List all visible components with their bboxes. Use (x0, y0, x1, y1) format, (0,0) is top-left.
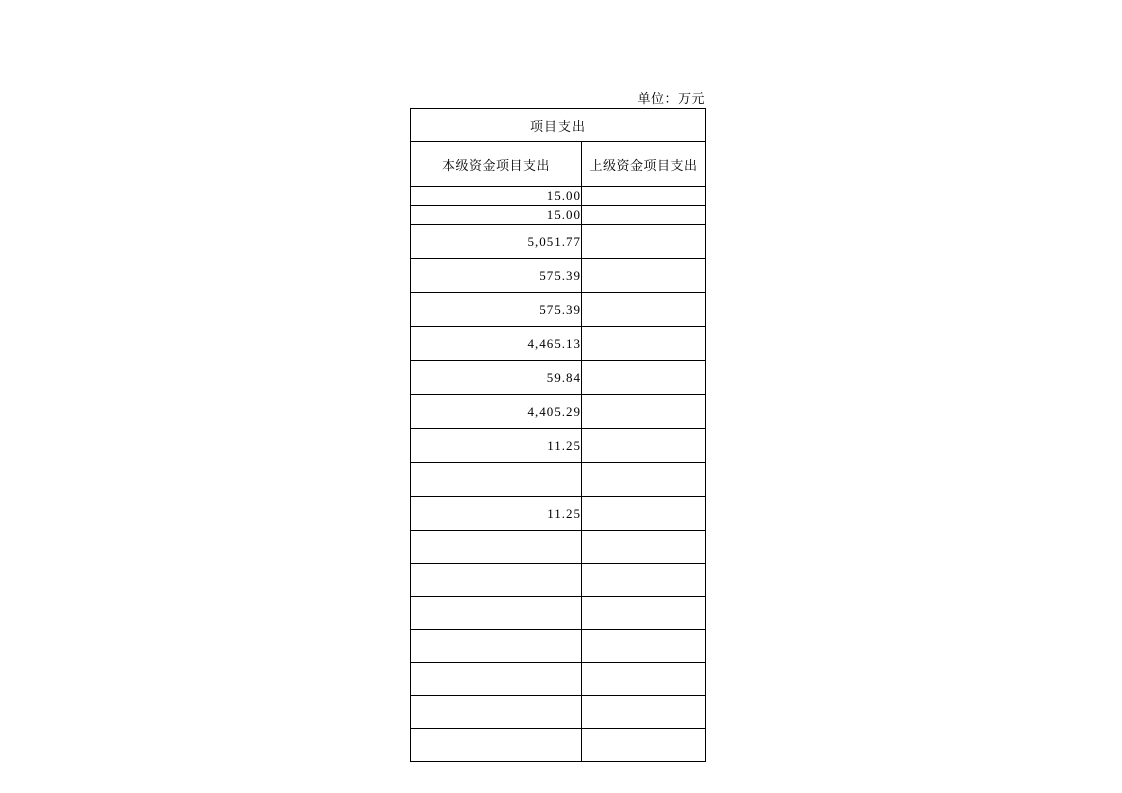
table-row (411, 564, 706, 597)
table-group-header-row (411, 109, 706, 142)
cell-own-funds (411, 729, 582, 762)
table-row (411, 225, 706, 259)
cell-upper-funds (582, 293, 706, 327)
cell-own-funds: 59.84 (411, 361, 582, 395)
table-row (411, 361, 706, 395)
cell-upper-funds (582, 729, 706, 762)
cell-upper-funds (582, 187, 706, 206)
project-expenditure-table (410, 108, 706, 762)
cell-own-funds: 4,465.13 (411, 327, 582, 361)
cell-own-funds: 15.00 (411, 206, 582, 225)
table-row (411, 696, 706, 729)
cell-upper-funds (582, 259, 706, 293)
cell-own-funds: 11.25 (411, 429, 582, 463)
cell-own-funds: 15.00 (411, 187, 582, 206)
cell-own-funds: 11.25 (411, 497, 582, 531)
cell-upper-funds (582, 361, 706, 395)
table-row (411, 497, 706, 531)
table-row (411, 531, 706, 564)
table-row (411, 729, 706, 762)
cell-upper-funds (582, 206, 706, 225)
cell-upper-funds (582, 429, 706, 463)
table-column-header-row (411, 142, 706, 187)
table-row (411, 293, 706, 327)
cell-own-funds: 5,051.77 (411, 225, 582, 259)
cell-upper-funds (582, 630, 706, 663)
table-body (411, 109, 706, 762)
cell-upper-funds (582, 225, 706, 259)
cell-own-funds (411, 597, 582, 630)
cell-own-funds: 575.39 (411, 259, 582, 293)
table-row (411, 187, 706, 206)
column-header-upper-funds: 上级资金项目支出 (582, 142, 706, 187)
cell-upper-funds (582, 497, 706, 531)
group-header-cell: 项目支出 (411, 109, 706, 142)
cell-own-funds (411, 463, 582, 497)
cell-upper-funds (582, 395, 706, 429)
cell-upper-funds (582, 696, 706, 729)
cell-own-funds (411, 696, 582, 729)
cell-upper-funds (582, 663, 706, 696)
table-row (411, 395, 706, 429)
cell-own-funds: 4,405.29 (411, 395, 582, 429)
cell-upper-funds (582, 564, 706, 597)
cell-own-funds (411, 531, 582, 564)
cell-own-funds: 575.39 (411, 293, 582, 327)
cell-own-funds (411, 630, 582, 663)
cell-upper-funds (582, 463, 706, 497)
table-row (411, 663, 706, 696)
cell-upper-funds (582, 597, 706, 630)
table-row (411, 463, 706, 497)
table-row (411, 327, 706, 361)
table-row (411, 206, 706, 225)
cell-own-funds (411, 663, 582, 696)
cell-upper-funds (582, 327, 706, 361)
cell-upper-funds (582, 531, 706, 564)
table-row (411, 630, 706, 663)
table-row (411, 259, 706, 293)
column-header-own-funds: 本级资金项目支出 (411, 142, 582, 187)
cell-own-funds (411, 564, 582, 597)
table-row (411, 429, 706, 463)
unit-label: 单位：万元 (637, 91, 705, 106)
table-row (411, 597, 706, 630)
